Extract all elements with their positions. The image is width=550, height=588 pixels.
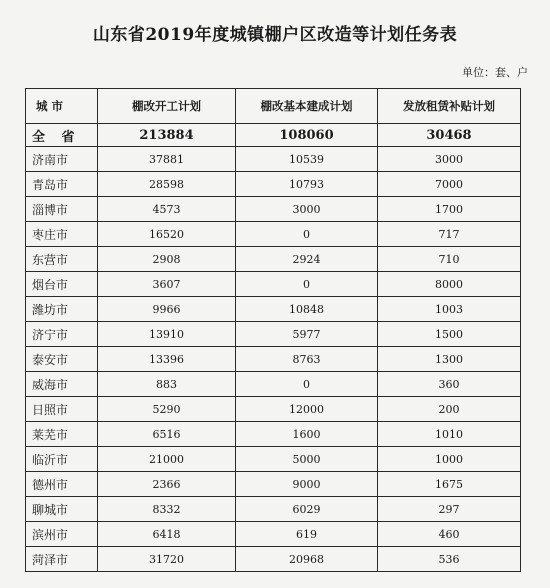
start-plan-cell: 13396 [98, 347, 236, 372]
start-plan-cell: 4573 [98, 197, 236, 222]
built-plan-cell: 0 [236, 222, 378, 247]
total-subsidy: 30468 [378, 124, 521, 147]
built-plan-cell: 0 [236, 272, 378, 297]
city-cell: 烟台市 [26, 272, 98, 297]
subsidy-plan-cell: 1500 [378, 322, 521, 347]
table-row [26, 372, 521, 397]
city-cell: 滨州市 [26, 522, 98, 547]
table-row [26, 522, 521, 547]
city-cell: 临沂市 [26, 447, 98, 472]
city-cell: 泰安市 [26, 347, 98, 372]
city-cell: 菏泽市 [26, 547, 98, 572]
built-plan-cell: 0 [236, 372, 378, 397]
built-plan-cell: 9000 [236, 472, 378, 497]
total-start: 213884 [98, 124, 236, 147]
subsidy-plan-cell: 8000 [378, 272, 521, 297]
built-plan-cell: 8763 [236, 347, 378, 372]
subsidy-plan-cell: 1003 [378, 297, 521, 322]
start-plan-cell: 8332 [98, 497, 236, 522]
document-title: 山东省2019年度城镇棚户区改造等计划任务表 [92, 25, 458, 45]
table-row [26, 222, 521, 247]
city-cell: 潍坊市 [26, 297, 98, 322]
header-subsidy-plan: 发放租赁补贴计划 [378, 89, 521, 124]
subsidy-plan-cell: 3000 [378, 147, 521, 172]
table-row [26, 197, 521, 222]
total-row [26, 124, 521, 147]
unit-note: 单位：套、户 [462, 66, 528, 79]
table-row [26, 347, 521, 372]
plan-table [25, 88, 521, 572]
table-row [26, 497, 521, 522]
built-plan-cell: 20968 [236, 547, 378, 572]
subsidy-plan-cell: 717 [378, 222, 521, 247]
city-cell: 济南市 [26, 147, 98, 172]
built-plan-cell: 10793 [236, 172, 378, 197]
start-plan-cell: 2366 [98, 472, 236, 497]
subsidy-plan-cell: 200 [378, 397, 521, 422]
table-row [26, 297, 521, 322]
city-cell: 青岛市 [26, 172, 98, 197]
built-plan-cell: 10539 [236, 147, 378, 172]
city-cell: 济宁市 [26, 322, 98, 347]
table-row [26, 272, 521, 297]
start-plan-cell: 6418 [98, 522, 236, 547]
city-cell: 聊城市 [26, 497, 98, 522]
header-city: 城 市 [26, 89, 98, 124]
start-plan-cell: 2908 [98, 247, 236, 272]
subsidy-plan-cell: 460 [378, 522, 521, 547]
subsidy-plan-cell: 1300 [378, 347, 521, 372]
built-plan-cell: 3000 [236, 197, 378, 222]
table-row [26, 422, 521, 447]
header-built-plan: 棚改基本建成计划 [236, 89, 378, 124]
table-row [26, 472, 521, 497]
start-plan-cell: 883 [98, 372, 236, 397]
built-plan-cell: 5977 [236, 322, 378, 347]
total-built: 108060 [236, 124, 378, 147]
start-plan-cell: 9966 [98, 297, 236, 322]
start-plan-cell: 3607 [98, 272, 236, 297]
start-plan-cell: 13910 [98, 322, 236, 347]
start-plan-cell: 21000 [98, 447, 236, 472]
city-cell: 淄博市 [26, 197, 98, 222]
table-row [26, 447, 521, 472]
start-plan-cell: 16520 [98, 222, 236, 247]
built-plan-cell: 6029 [236, 497, 378, 522]
built-plan-cell: 12000 [236, 397, 378, 422]
built-plan-cell: 2924 [236, 247, 378, 272]
built-plan-cell: 619 [236, 522, 378, 547]
city-cell: 枣庄市 [26, 222, 98, 247]
built-plan-cell: 1600 [236, 422, 378, 447]
city-cell: 德州市 [26, 472, 98, 497]
subsidy-plan-cell: 297 [378, 497, 521, 522]
subsidy-plan-cell: 7000 [378, 172, 521, 197]
subsidy-plan-cell: 1000 [378, 447, 521, 472]
subsidy-plan-cell: 536 [378, 547, 521, 572]
table-row [26, 172, 521, 197]
table-row [26, 397, 521, 422]
start-plan-cell: 37881 [98, 147, 236, 172]
table-row [26, 147, 521, 172]
start-plan-cell: 6516 [98, 422, 236, 447]
table-row [26, 247, 521, 272]
table-header-row [26, 89, 521, 124]
table-row [26, 547, 521, 572]
city-cell: 日照市 [26, 397, 98, 422]
start-plan-cell: 28598 [98, 172, 236, 197]
city-cell: 莱芜市 [26, 422, 98, 447]
header-start-plan: 棚改开工计划 [98, 89, 236, 124]
subsidy-plan-cell: 360 [378, 372, 521, 397]
built-plan-cell: 10848 [236, 297, 378, 322]
start-plan-cell: 5290 [98, 397, 236, 422]
start-plan-cell: 31720 [98, 547, 236, 572]
city-cell: 东营市 [26, 247, 98, 272]
subsidy-plan-cell: 1010 [378, 422, 521, 447]
built-plan-cell: 5000 [236, 447, 378, 472]
city-cell: 威海市 [26, 372, 98, 397]
subsidy-plan-cell: 1700 [378, 197, 521, 222]
subsidy-plan-cell: 710 [378, 247, 521, 272]
total-city: 全 省 [26, 124, 98, 147]
subsidy-plan-cell: 1675 [378, 472, 521, 497]
table-row [26, 322, 521, 347]
